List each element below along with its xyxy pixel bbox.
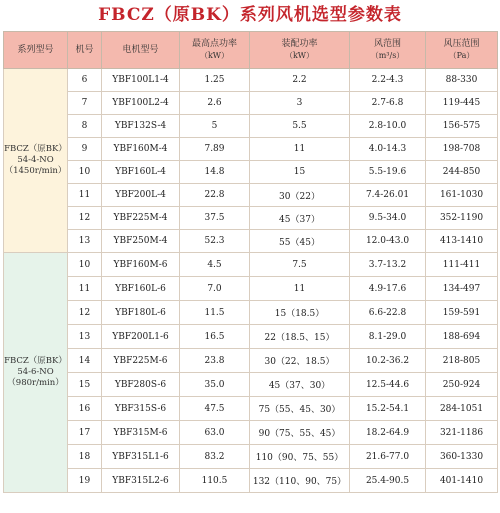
cell-max-power: 35.0 (180, 373, 250, 397)
cell-number: 7 (68, 92, 102, 115)
cell-motor: YBF160L-6 (102, 277, 180, 301)
series-group-cell (4, 253, 68, 493)
table-row (4, 445, 498, 469)
header-air-flow-label: 风范围 (373, 39, 401, 49)
cell-assembled-power: 11 (250, 277, 350, 301)
cell-number: 6 (68, 69, 102, 92)
cell-number: 12 (68, 301, 102, 325)
cell-max-power: 63.0 (180, 421, 250, 445)
page-title: FBCZ（原BK）系列风机选型参数表 (98, 5, 402, 25)
cell-max-power: 22.8 (180, 184, 250, 207)
cell-assembled-power: 132（110、90、75） (250, 469, 350, 493)
table-row (4, 161, 498, 184)
cell-max-power: 16.5 (180, 325, 250, 349)
cell-motor: YBF160M-4 (102, 138, 180, 161)
cell-assembled-power: 7.5 (250, 253, 350, 277)
table-body (4, 69, 498, 493)
cell-motor: YBF315L1-6 (102, 445, 180, 469)
cell-motor: YBF160L-4 (102, 161, 180, 184)
table-row (4, 301, 498, 325)
cell-air-flow: 21.6-77.0 (350, 445, 426, 469)
header-max-power-unit: （kW） (199, 51, 230, 60)
cell-max-power: 23.8 (180, 349, 250, 373)
cell-assembled-power: 5.5 (250, 115, 350, 138)
cell-assembled-power: 22（18.5、15） (250, 325, 350, 349)
cell-air-flow: 3.7-13.2 (350, 253, 426, 277)
cell-air-flow: 2.7-6.8 (350, 92, 426, 115)
table-row (4, 469, 498, 493)
cell-motor: YBF200L-4 (102, 184, 180, 207)
cell-air-flow: 2.2-4.3 (350, 69, 426, 92)
cell-air-flow: 4.9-17.6 (350, 277, 426, 301)
cell-max-power: 4.5 (180, 253, 250, 277)
cell-motor: YBF160M-6 (102, 253, 180, 277)
cell-pressure: 161-1030 (426, 184, 498, 207)
cell-pressure: 88-330 (426, 69, 498, 92)
cell-pressure: 111-411 (426, 253, 498, 277)
cell-number: 14 (68, 349, 102, 373)
cell-assembled-power: 45（37） (250, 207, 350, 230)
cell-assembled-power: 11 (250, 138, 350, 161)
header-assembled-power (250, 32, 350, 69)
cell-pressure: 413-1410 (426, 230, 498, 253)
cell-air-flow: 9.5-34.0 (350, 207, 426, 230)
series-group-line: （980r/min） (7, 378, 64, 388)
cell-max-power: 37.5 (180, 207, 250, 230)
cell-air-flow: 10.2-36.2 (350, 349, 426, 373)
cell-motor: YBF132S-4 (102, 115, 180, 138)
cell-motor: YBF250M-4 (102, 230, 180, 253)
series-group-line: （1450r/min） (4, 166, 67, 176)
table-row (4, 207, 498, 230)
cell-pressure: 218-805 (426, 349, 498, 373)
cell-air-flow: 12.5-44.6 (350, 373, 426, 397)
cell-motor: YBF100L2-4 (102, 92, 180, 115)
table-row (4, 230, 498, 253)
cell-assembled-power: 2.2 (250, 69, 350, 92)
cell-number: 8 (68, 115, 102, 138)
cell-assembled-power: 90（75、55、45） (250, 421, 350, 445)
cell-motor: YBF225M-6 (102, 349, 180, 373)
table-row (4, 277, 498, 301)
cell-air-flow: 7.4-26.01 (350, 184, 426, 207)
cell-air-flow: 12.0-43.0 (350, 230, 426, 253)
header-max-power (180, 32, 250, 69)
table-row (4, 349, 498, 373)
cell-air-flow: 5.5-19.6 (350, 161, 426, 184)
cell-assembled-power: 75（55、45、30） (250, 397, 350, 421)
cell-air-flow: 25.4-90.5 (350, 469, 426, 493)
cell-max-power: 11.5 (180, 301, 250, 325)
cell-assembled-power: 110（90、75、55） (250, 445, 350, 469)
cell-air-flow: 6.6-22.8 (350, 301, 426, 325)
cell-air-flow: 2.8-10.0 (350, 115, 426, 138)
header-air-flow (350, 32, 426, 69)
cell-max-power: 52.3 (180, 230, 250, 253)
cell-assembled-power: 3 (250, 92, 350, 115)
header-pressure-label: 风压范围 (443, 39, 480, 49)
header-pressure (426, 32, 498, 69)
cell-max-power: 2.6 (180, 92, 250, 115)
header-air-flow-unit: （m³/s） (370, 51, 405, 60)
table-row (4, 421, 498, 445)
cell-motor: YBF315S-6 (102, 397, 180, 421)
header-number: 机号 (68, 32, 102, 69)
header-motor: 电机型号 (102, 32, 180, 69)
cell-motor: YBF280S-6 (102, 373, 180, 397)
cell-number: 18 (68, 445, 102, 469)
series-group-cell (4, 69, 68, 253)
cell-pressure: 188-694 (426, 325, 498, 349)
cell-max-power: 47.5 (180, 397, 250, 421)
cell-motor: YBF100L1-4 (102, 69, 180, 92)
cell-assembled-power: 30（22、18.5） (250, 349, 350, 373)
cell-motor: YBF315M-6 (102, 421, 180, 445)
cell-max-power: 7.0 (180, 277, 250, 301)
fan-selection-table (3, 31, 498, 493)
cell-number: 11 (68, 277, 102, 301)
cell-air-flow: 8.1-29.0 (350, 325, 426, 349)
cell-air-flow: 18.2-64.9 (350, 421, 426, 445)
header-assembled-power-label: 装配功率 (281, 39, 318, 49)
cell-motor: YBF315L2-6 (102, 469, 180, 493)
cell-max-power: 110.5 (180, 469, 250, 493)
table-row (4, 253, 498, 277)
cell-motor: YBF180L-6 (102, 301, 180, 325)
cell-max-power: 5 (180, 115, 250, 138)
cell-number: 11 (68, 184, 102, 207)
cell-pressure: 352-1190 (426, 207, 498, 230)
header-assembled-power-unit: （kW） (284, 51, 315, 60)
cell-motor: YBF200L1-6 (102, 325, 180, 349)
cell-pressure: 159-591 (426, 301, 498, 325)
table-row (4, 397, 498, 421)
cell-pressure: 284-1051 (426, 397, 498, 421)
cell-number: 16 (68, 397, 102, 421)
cell-number: 12 (68, 207, 102, 230)
series-group-line: FBCZ（原BK） (4, 356, 67, 366)
cell-motor: YBF225M-4 (102, 207, 180, 230)
cell-assembled-power: 15 (250, 161, 350, 184)
header-max-power-label: 最高点功率 (191, 39, 237, 49)
table-row (4, 325, 498, 349)
series-group-line: 54-6-NO (17, 367, 54, 377)
cell-pressure: 360-1330 (426, 445, 498, 469)
table-row (4, 115, 498, 138)
header-series: 系列型号 (4, 32, 68, 69)
cell-number: 13 (68, 325, 102, 349)
cell-pressure: 321-1186 (426, 421, 498, 445)
cell-pressure: 244-850 (426, 161, 498, 184)
cell-assembled-power: 15（18.5） (250, 301, 350, 325)
table-row (4, 138, 498, 161)
table-row (4, 184, 498, 207)
cell-max-power: 1.25 (180, 69, 250, 92)
table-row (4, 69, 498, 92)
cell-number: 10 (68, 253, 102, 277)
cell-pressure: 401-1410 (426, 469, 498, 493)
cell-max-power: 83.2 (180, 445, 250, 469)
cell-max-power: 14.8 (180, 161, 250, 184)
cell-number: 9 (68, 138, 102, 161)
cell-assembled-power: 30（22） (250, 184, 350, 207)
cell-assembled-power: 55（45） (250, 230, 350, 253)
cell-air-flow: 15.2-54.1 (350, 397, 426, 421)
series-group-line: 54-4-NO (17, 155, 54, 165)
series-group-line: FBCZ（原BK） (4, 144, 67, 154)
cell-pressure: 198-708 (426, 138, 498, 161)
cell-pressure: 156-575 (426, 115, 498, 138)
cell-pressure: 119-445 (426, 92, 498, 115)
cell-number: 13 (68, 230, 102, 253)
cell-air-flow: 4.0-14.3 (350, 138, 426, 161)
cell-assembled-power: 45（37、30） (250, 373, 350, 397)
cell-number: 19 (68, 469, 102, 493)
header-pressure-unit: （Pa） (448, 51, 475, 60)
cell-number: 10 (68, 161, 102, 184)
table-row (4, 373, 498, 397)
table-header (4, 32, 498, 69)
cell-pressure: 250-924 (426, 373, 498, 397)
cell-max-power: 7.89 (180, 138, 250, 161)
cell-pressure: 134-497 (426, 277, 498, 301)
cell-number: 15 (68, 373, 102, 397)
cell-number: 17 (68, 421, 102, 445)
table-row (4, 92, 498, 115)
